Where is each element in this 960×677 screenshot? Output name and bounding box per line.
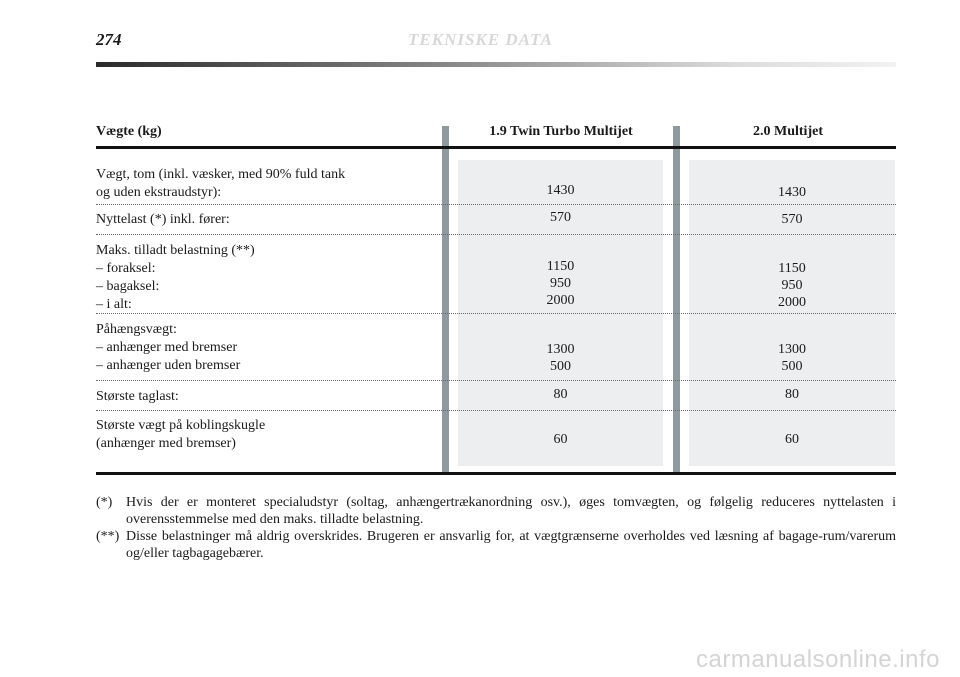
row-divider — [96, 313, 896, 314]
row-value-roof-load-col1 — [458, 386, 663, 403]
row-value-payload-col2 — [689, 211, 895, 228]
value-line: 570 — [781, 212, 803, 227]
row-label-towing — [96, 321, 240, 375]
value-line: 1150 — [546, 259, 575, 274]
row-divider — [96, 380, 896, 381]
row-label-line: (anhænger med bremser) — [96, 436, 236, 451]
row-value-towing-col1 — [458, 341, 663, 375]
row-value-roof-load-col2 — [689, 386, 895, 403]
value-line: 1300 — [546, 342, 575, 357]
value-line: 2000 — [546, 293, 575, 308]
row-value-payload-col1 — [458, 209, 663, 226]
row-label-line: – foraksel: — [96, 261, 156, 276]
value-line: 1430 — [546, 183, 575, 198]
row-label-line: – anhænger med bremser — [96, 340, 238, 355]
row-value-max-load-col2 — [689, 260, 895, 311]
value-line: 500 — [550, 359, 571, 374]
value-line: 950 — [550, 276, 571, 291]
row-divider — [96, 234, 896, 235]
row-label-line: Vægt, tom (inkl. væsker, med 90% fuld tank — [96, 167, 346, 182]
table-header-col2: 2.0 Multijet — [753, 124, 823, 139]
row-divider — [96, 410, 896, 411]
value-line: 1430 — [778, 185, 806, 200]
footnote-mark: (**) — [96, 529, 120, 544]
row-label-line: Nyttelast (*) inkl. fører: — [96, 212, 230, 227]
row-value-max-load-col1 — [458, 258, 663, 309]
footnote-text: Disse belastninger må aldrig overskrides. Brugeren er ansvarlig for, at vægtgrænserne overholdes ved læsning af bagage-rum/varerum og/eller tagbagagebærer. — [126, 529, 896, 561]
table-top-rule — [96, 146, 896, 149]
footnote-2 — [96, 528, 896, 562]
footnote-text: Hvis der er monteret specialudstyr (soltag, anhængertrækanordning osv.), øges tomvægten, og følgelig reduceres nyttelasten i overensstemmelse med den maks. tilladte belastning. — [126, 495, 896, 527]
row-value-towball-col1 — [458, 431, 663, 448]
footnote-1 — [96, 494, 896, 528]
row-label-towball — [96, 417, 265, 453]
row-label-line: Påhængsvægt: — [96, 322, 177, 337]
row-value-towball-col2 — [689, 431, 895, 448]
watermark: carmanualsonline.info — [696, 646, 940, 673]
table-bottom-rule — [96, 472, 896, 475]
value-line: 1300 — [778, 342, 806, 357]
row-label-line: Største vægt på koblingskugle — [96, 418, 266, 433]
row-label-line: – anhænger uden bremser — [96, 358, 241, 373]
table-header-col1: 1.9 Twin Turbo Multijet — [489, 124, 633, 139]
row-label-roof-load — [96, 388, 179, 406]
row-label-max-load — [96, 242, 255, 314]
row-value-empty-weight-col2 — [689, 184, 895, 201]
row-label-empty-weight — [96, 166, 345, 202]
row-label-line: Største taglast: — [96, 389, 179, 404]
value-line: 2000 — [778, 295, 806, 310]
value-line: 500 — [781, 359, 803, 374]
table-header-label: Vægte (kg) — [96, 124, 162, 139]
column-divider-1 — [442, 126, 449, 474]
column-divider-2 — [673, 126, 680, 474]
row-label-line: og uden ekstraudstyr): — [96, 185, 222, 200]
row-label-payload — [96, 211, 230, 229]
row-value-empty-weight-col1 — [458, 182, 663, 199]
footnote-mark: (*) — [96, 495, 113, 510]
page-title: TEKNISKE DATA — [408, 30, 553, 49]
value-line: 60 — [785, 432, 799, 447]
value-line: 80 — [785, 387, 799, 402]
value-line: 570 — [550, 210, 571, 225]
value-line: 60 — [553, 432, 568, 447]
value-line: 950 — [781, 278, 803, 293]
row-label-line: – bagaksel: — [96, 279, 160, 294]
row-value-towing-col2 — [689, 341, 895, 375]
page-number: 274 — [96, 30, 122, 49]
row-label-line: Maks. tilladt belastning (**) — [96, 243, 255, 258]
header-rule — [96, 62, 896, 67]
value-line: 1150 — [778, 261, 806, 276]
row-divider — [96, 204, 896, 205]
row-label-line: – i alt: — [96, 297, 132, 312]
value-line: 80 — [553, 387, 568, 402]
